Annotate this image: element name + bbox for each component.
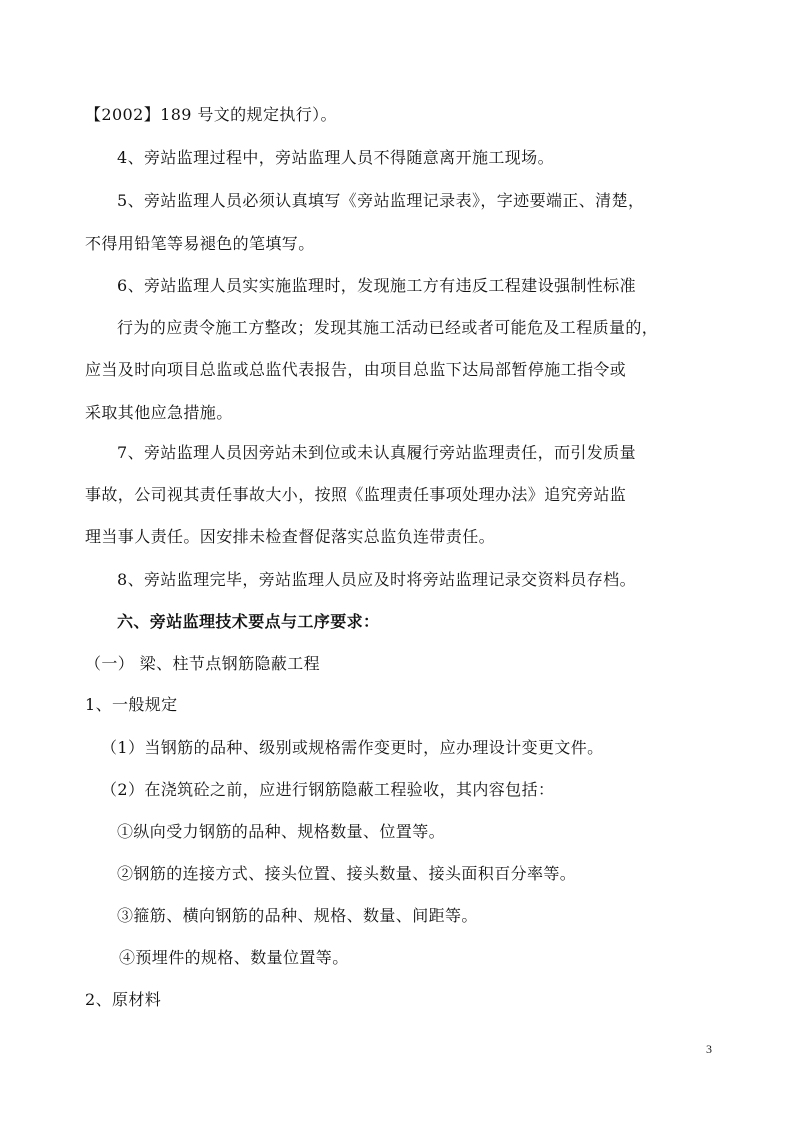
inspection-item-1: ①纵向受力钢筋的品种、规格数量、位置等。 [117,822,446,841]
clause-8: 8、旁站监理完毕，旁站监理人员应及时将旁站监理记录交资料员存档。 [117,570,636,589]
clause-6-continuation-3: 采取其他应急措施。 [85,403,233,422]
inspection-item-4: ④预埋件的规格、数量位置等。 [119,948,349,967]
rule-1: （1）当钢筋的品种、级别或规格需作变更时，应办理设计变更文件。 [101,738,604,757]
section-heading-6: 六、旁站监理技术要点与工序要求： [117,612,380,631]
inspection-item-2: ②钢筋的连接方式、接头位置、接头数量、接头面积百分率等。 [117,864,577,883]
item-heading-raw-materials: 2、原材料 [85,990,162,1009]
clause-5: 5、旁站监理人员必须认真填写《旁站监理记录表》，字迹要端正、清楚， [117,191,645,210]
clause-7-continuation-1: 事故，公司视其责任事故大小，按照《监理责任事项处理办法》追究旁站监 [85,485,627,504]
clause-6-continuation-1: 行为的应责令施工方整改；发现其施工活动已经或者可能危及工程质量的， [117,318,659,337]
clause-6-continuation-2: 应当及时向项目总监或总监代表报告，由项目总监下达局部暂停施工指令或 [85,360,627,379]
subsection-heading-1: （一） 梁、柱节点钢筋隐蔽工程 [85,654,321,673]
clause-4: 4、旁站监理过程中，旁站监理人员不得随意离开施工现场。 [117,148,554,167]
text-line-continuation: 【2002】189 号文的规定执行）。 [85,105,337,124]
clause-6: 6、旁站监理人员实实施监理时，发现施工方有违反工程建设强制性标准 [117,276,636,295]
clause-7: 7、旁站监理人员因旁站未到位或未认真履行旁站监理责任，而引发质量 [117,443,636,462]
rule-2: （2）在浇筑砼之前，应进行钢筋隐蔽工程验收，其内容包括： [101,780,555,799]
clause-7-continuation-2: 理当事人责任。因安排未检查督促落实总监负连带责任。 [85,527,496,546]
inspection-item-3: ③箍筋、横向钢筋的品种、规格、数量、间距等。 [117,906,478,925]
clause-5-continuation: 不得用铅笔等易褪色的笔填写。 [85,234,315,253]
page-number: 3 [706,1042,712,1056]
item-heading-general-rules: 1、一般规定 [85,695,178,714]
